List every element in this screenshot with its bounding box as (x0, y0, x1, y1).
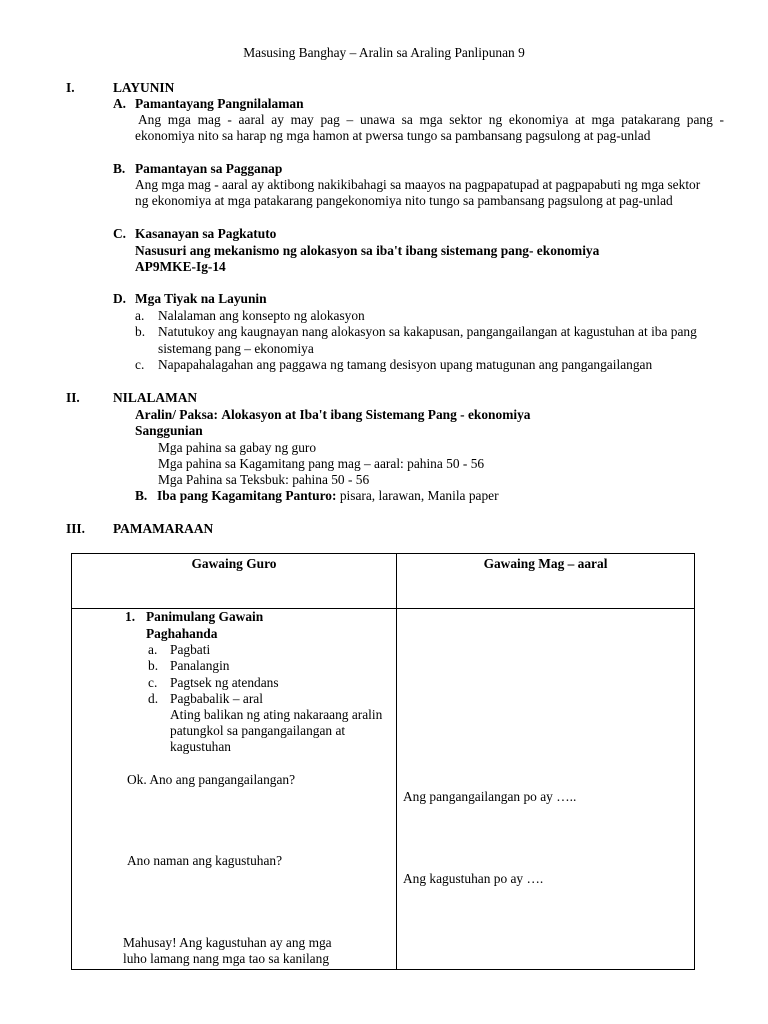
aralin-line (135, 407, 530, 423)
subsection-a-letter: A. (113, 96, 127, 111)
objective-letter: b. (135, 324, 146, 339)
subsection-d-heading: Mga Tiyak na Layunin (135, 291, 267, 306)
teacher-question: Ano naman ang kagustuhan? (127, 853, 283, 868)
reference-item: Mga Pahina sa Teksbuk: pahina 50 - 56 (158, 472, 370, 487)
section-1-number: I. (66, 80, 75, 95)
section-2-number: II. (66, 390, 80, 405)
materials-letter: B. (135, 488, 148, 503)
activity-text: Pagtsek ng atendans (170, 675, 279, 690)
objective-text: Nalalaman ang konsepto ng alokasyon (158, 308, 365, 323)
activity-text: Pagbabalik – aral (170, 691, 263, 706)
reference-item: Mga pahina sa Kagamitang pang mag – aaral: pahina 50 - 56 (158, 456, 485, 471)
student-answer: Ang kagustuhan po ay …. (403, 871, 544, 886)
column-header-gawaing-mag-aaral: Gawaing Mag – aaral (397, 554, 695, 609)
objective-text: Napapahalagahan ang paggawa ng tamang desisyon upang matugunan ang pangangailangan (158, 357, 653, 372)
activity-letter: a. (148, 642, 158, 657)
subsection-b-text-line-2: ng ekonomiya at mga patakarang pangekonomiya nito tungo sa pambansang pagsulong at pag-unlad (135, 193, 673, 208)
activity-letter: d. (148, 691, 159, 706)
subsection-b-text-line-1: Ang mga mag - aaral ay aktibong nakikibahagi sa maayos na pagpapatupad at pagpapabuti ng mga sektor (135, 177, 701, 192)
subsection-b-heading: Pamantayan sa Pagganap (135, 161, 283, 176)
competency-text: Nasusuri ang mekanismo ng alokasyon sa iba't ibang sistemang pang- ekonomiya (135, 243, 600, 258)
review-text-line: patungkol sa pangangailangan at (170, 723, 346, 738)
subsection-c-letter: C. (113, 226, 127, 241)
section-2-heading: NILALAMAN (113, 390, 198, 405)
materials-value: pisara, larawan, Manila paper (339, 488, 499, 503)
step-subtitle: Paghahanda (146, 626, 218, 641)
sanggunian-heading: Sanggunian (135, 423, 203, 438)
competency-code: AP9MKE-Ig-14 (135, 259, 226, 274)
review-text-line: Ating balikan ng ating nakaraang aralin (170, 707, 383, 722)
reference-item: Mga pahina sa gabay ng guro (158, 440, 317, 455)
review-text-line: kagustuhan (170, 739, 231, 754)
activity-text: Pagbati (170, 642, 211, 657)
materials-label: Iba pang Kagamitang Panturo: (157, 488, 337, 503)
teacher-closing-line: Mahusay! Ang kagustuhan ay ang mga (123, 935, 332, 950)
step-number: 1. (125, 609, 136, 624)
subsection-a-heading: Pamantayang Pangnilalaman (135, 96, 304, 111)
objective-letter: c. (135, 357, 145, 372)
activity-letter: b. (148, 658, 159, 673)
subsection-d-letter: D. (113, 291, 127, 306)
subsection-c-heading: Kasanayan sa Pagkatuto (135, 226, 277, 241)
teacher-question: Ok. Ano ang pangangailangan? (127, 772, 296, 787)
table-row (72, 609, 695, 970)
step-title: Panimulang Gawain (146, 609, 264, 624)
section-3-number: III. (66, 521, 85, 536)
aralin-label: Aralin/ Paksa: (135, 407, 218, 422)
objective-letter: a. (135, 308, 145, 323)
teacher-activity-cell (72, 609, 397, 970)
activity-text: Panalangin (170, 658, 230, 673)
document-title: Masusing Banghay – Aralin sa Araling Panlipunan 9 (243, 45, 525, 60)
subsection-a-text-line-1: Ang mga mag - aaral ay may pag – unawa sa mga sektor ng ekonomiya at mga patakarang pang - (138, 112, 724, 127)
subsection-a-text-line-2: ekonomiya nito sa harap ng mga hamon at pwersa tungo sa pambansang pagsulong at pag-unlad (135, 128, 651, 143)
materials-line (157, 488, 499, 504)
column-header-gawaing-guro: Gawaing Guro (72, 554, 397, 609)
student-activity-cell (397, 609, 695, 970)
objective-text: Natutukoy ang kaugnayan nang alokasyon sa kakapusan, pangangailangan at kagustuhan at iba pang (158, 324, 697, 339)
aralin-value: Alokasyon at Iba't ibang Sistemang Pang - ekonomiya (221, 407, 531, 422)
student-answer: Ang pangangailangan po ay ….. (403, 789, 577, 804)
section-1-heading: LAYUNIN (113, 80, 175, 95)
procedure-table (71, 553, 695, 970)
subsection-b-letter: B. (113, 161, 126, 176)
objective-text-continuation: sistemang pang – ekonomiya (158, 341, 314, 356)
activity-letter: c. (148, 675, 158, 690)
section-3-heading: PAMAMARAAN (113, 521, 214, 536)
table-header-row (72, 554, 695, 609)
teacher-closing-line: luho lamang nang mga tao sa kanilang (123, 951, 330, 966)
